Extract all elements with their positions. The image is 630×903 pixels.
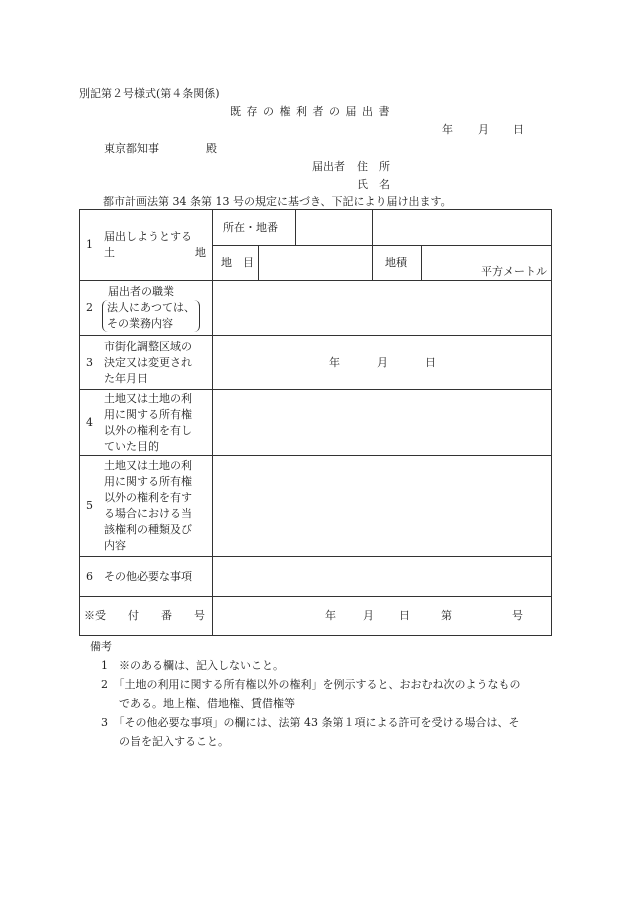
receipt-month-label: 月 [363, 609, 374, 622]
note-3-line2: の旨を記入すること。 [119, 735, 229, 748]
row4-number: 4 [86, 415, 93, 429]
area-input[interactable] [422, 246, 552, 281]
table-row [80, 210, 552, 246]
row1-number: 1 [86, 238, 93, 251]
row4-line3: 以外の権利を有し [104, 423, 192, 437]
location-label: 所在・地番 [223, 210, 296, 245]
document-title: 既 存 の 権 利 者 の 届 出 書 [230, 105, 391, 118]
note-3-line1: 3 「その他必要な事項」の欄には、法第 43 条第１項による許可を受ける場合は、そ [101, 716, 520, 729]
receipt-year-label: 年 [325, 609, 336, 622]
row1-label-line2a: 土 [104, 246, 115, 259]
applicant-label: 届出者 [312, 160, 345, 173]
row5-number: 5 [86, 499, 93, 512]
row3-year-label: 年 [329, 355, 340, 369]
designation-date-input[interactable] [213, 336, 552, 390]
row2-parenthetical [102, 300, 200, 332]
row5-line6: 内容 [104, 539, 126, 552]
row6-number: 6 [86, 569, 93, 583]
notes-section [90, 637, 521, 751]
row4-line1: 土地又は土地の利 [104, 391, 192, 405]
row1-label-cell [80, 210, 213, 281]
row3-number: 3 [86, 355, 93, 369]
row5-line4: る場合における当 [104, 507, 192, 520]
note-1: 1 ※のある欄は、記入しないこと。 [101, 659, 284, 672]
row5-line1: 土地又は土地の利 [104, 459, 192, 472]
receipt-number-cell [213, 597, 552, 636]
rights-type-input[interactable] [213, 456, 552, 557]
table-row [80, 456, 552, 557]
row6-label-cell [80, 557, 213, 597]
receipt-label: ※受 付 番 号 [80, 597, 213, 636]
row2-number: 2 [86, 301, 93, 314]
category-label: 地 目 [213, 246, 259, 281]
table-row [80, 336, 552, 390]
notes-heading: 備考 [90, 640, 112, 653]
row2-line1: 届出者の職業 [108, 285, 174, 298]
row3-month-label: 月 [377, 355, 388, 369]
other-matters-input[interactable] [213, 557, 552, 597]
table-row [80, 597, 552, 636]
note-2-line2: である。地上権、借地権、賃借権等 [119, 697, 295, 710]
table-row [80, 281, 552, 336]
addressee-suffix: 殿 [206, 142, 217, 155]
area-unit: 平方メートル [481, 265, 547, 278]
date-year-label: 年 [442, 123, 453, 136]
row5-label-cell [80, 456, 213, 557]
row5-line5: 該権利の種類及び [104, 523, 192, 536]
date-day-label: 日 [513, 123, 524, 136]
date-month-label: 月 [478, 123, 489, 136]
intro-text: 都市計画法第 34 条第 13 号の規定に基づき、下記により届け出ます。 [103, 195, 452, 208]
row3-day-label: 日 [425, 355, 436, 369]
row2-label-cell [80, 281, 213, 336]
row3-line3: た年月日 [104, 371, 148, 385]
purpose-input[interactable] [213, 390, 552, 456]
row5-line3: 以外の権利を有す [104, 491, 192, 504]
location-input[interactable] [373, 210, 552, 246]
row3-line2: 決定又は変更され [104, 355, 192, 369]
row1-label-line2b: 地 [195, 246, 206, 259]
address-label: 住 所 [357, 160, 390, 173]
row4-line2: 用に関する所有権 [104, 407, 192, 421]
area-label: 地積 [373, 246, 422, 281]
addressee: 東京都知事 [104, 142, 159, 155]
receipt-go-label: 号 [512, 609, 523, 622]
row6-label: その他必要な事項 [104, 569, 192, 583]
row4-label-cell [80, 390, 213, 456]
receipt-dai-label: 第 [441, 609, 452, 622]
row1-label-line1: 届出しようとする [104, 230, 192, 243]
row2-line2: 法人にあつては、 [107, 301, 195, 314]
category-input[interactable] [259, 246, 373, 281]
name-label: 氏 名 [357, 178, 390, 191]
table-row [80, 557, 552, 597]
row5-line2: 用に関する所有権 [104, 475, 192, 488]
occupation-input[interactable] [213, 281, 552, 336]
table-row [80, 390, 552, 456]
form-reference: 別記第２号様式(第４条関係) [79, 87, 220, 100]
row4-line4: ていた目的 [104, 439, 159, 453]
location-label-cell [213, 210, 373, 246]
receipt-day-label: 日 [399, 609, 410, 622]
notification-table [79, 209, 552, 636]
row2-line3: その業務内容 [107, 317, 173, 330]
row3-line1: 市街化調整区域の [104, 339, 192, 353]
row3-label-cell [80, 336, 213, 390]
note-2-line1: 2 「土地の利用に関する所有権以外の権利」を例示すると、おおむね次のようなもの [101, 678, 521, 691]
